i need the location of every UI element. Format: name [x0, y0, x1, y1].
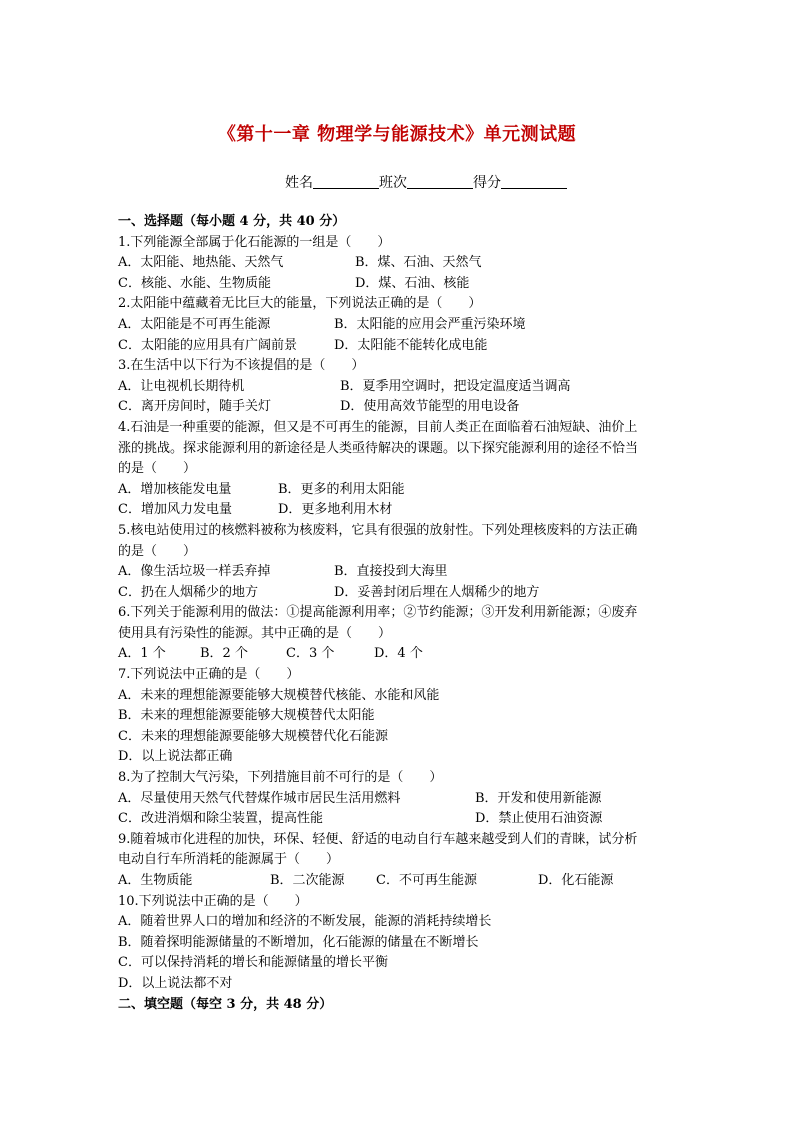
option: D．化石能源 [538, 873, 614, 888]
option: D．太阳能不能转化成电能 [334, 337, 488, 353]
option: C．核能、水能、生物质能 [118, 275, 271, 291]
question-stem: 涨的挑战。探求能源利用的新途径是人类亟待解决的课题。以下探究能源利用的途径不恰当 [118, 440, 639, 456]
option: D．以上说法都不对 [118, 975, 233, 991]
option: A．尽量使用天然气代替煤作城市居民生活用燃料 [118, 790, 401, 806]
option: B．夏季用空调时，把设定温度适当调高 [340, 378, 571, 394]
option: C．可以保持消耗的增长和能源储量的增长平衡 [118, 955, 388, 971]
option: C．改进消烟和除尘装置，提高性能 [118, 811, 323, 827]
option: D．使用高效节能型的用电设备 [340, 399, 520, 415]
section-heading: 一、选择题（每小题 4 分，共 40 分） [118, 214, 346, 229]
question-stem: 的是（ ） [118, 543, 197, 559]
option: C．离开房间时，随手关灯 [118, 399, 271, 415]
question-stem: 3.在生活中以下行为不该提倡的是（ ） [118, 358, 365, 374]
option: B．随着探明能源储量的不断增加，化石能源的储量在不断增长 [118, 934, 479, 950]
option: C．扔在人烟稀少的地方 [118, 584, 258, 600]
question-stem: 2.太阳能中蕴藏着无比巨大的能量，下列说法正确的是（ ） [118, 296, 482, 312]
option: C．太阳能的应用具有广阔前景 [118, 337, 297, 353]
question-stem: 6.下列关于能源利用的做法：①提高能源利用率；②节约能源；③开发利用新能源；④废弃 [118, 605, 638, 621]
score-label: 得分 [473, 175, 501, 191]
class-label: 班次 [379, 175, 407, 191]
question-stem: 7.下列说法中正确的是（ ） [118, 667, 300, 683]
option: D．更多地利用木材 [278, 502, 393, 518]
option: B．煤、石油、天然气 [355, 255, 482, 271]
option: B．太阳能的应用会严重污染环境 [334, 316, 526, 332]
name-blank [313, 174, 379, 189]
score-blank [501, 174, 567, 189]
option: A．1 个 [118, 646, 166, 662]
question-stem: 9.随着城市化进程的加快，环保、轻便、舒适的电动自行车越来越受到人们的青睐，试分析 [118, 831, 638, 847]
question-stem: 5.核电站使用过的核燃料被称为核废料，它具有很强的放射性。下列处理核废料的方法正确 [118, 522, 638, 538]
option: D．4 个 [374, 646, 423, 662]
option: A．让电视机长期待机 [118, 378, 245, 394]
student-info [285, 172, 567, 192]
section-heading: 二、填空题（每空 3 分，共 48 分） [118, 996, 333, 1012]
option: D．煤、石油、核能 [355, 275, 470, 291]
option: C．不可再生能源 [376, 873, 477, 888]
question-stem: 电动自行车所消耗的能源属于（ ） [118, 852, 340, 868]
option: A．增加核能发电量 [118, 481, 232, 497]
option: C．增加风力发电量 [118, 502, 232, 518]
option: B．更多的利用太阳能 [278, 481, 405, 497]
option: D．禁止使用石油资源 [475, 811, 603, 827]
option: B．二次能源 [270, 873, 345, 888]
option: A．太阳能、地热能、天然气 [118, 255, 284, 271]
option: A．未来的理想能源要能够大规模替代核能、水能和风能 [118, 687, 440, 703]
option: B．未来的理想能源要能够大规模替代太阳能 [118, 708, 375, 724]
option: A．太阳能是不可再生能源 [118, 316, 271, 332]
option: A．随着世界人口的增加和经济的不断发展，能源的消耗持续增长 [118, 914, 492, 930]
option: D．妥善封闭后埋在人烟稀少的地方 [334, 584, 540, 600]
name-label: 姓名 [285, 175, 313, 191]
option: C．3 个 [286, 646, 335, 662]
question-list [118, 212, 678, 1015]
question-stem: 使用具有污染性的能源。其中正确的是（ ） [118, 625, 392, 641]
option: B．开发和使用新能源 [475, 790, 602, 806]
option: D．以上说法都正确 [118, 749, 233, 765]
question-stem: 8.为了控制大气污染，下列措施目前不可行的是（ ） [118, 770, 443, 786]
class-blank [407, 174, 473, 189]
option: A．生物质能 [118, 873, 193, 888]
question-stem: 10.下列说法中正确的是（ ） [118, 893, 308, 909]
option: B．2 个 [200, 646, 248, 662]
question-stem: 的是（ ） [118, 461, 197, 477]
option: B．直接投到大海里 [334, 564, 448, 580]
option: C．未来的理想能源要能够大规模替代化石能源 [118, 728, 388, 744]
question-stem: 1.下列能源全部属于化石能源的一组是（ ） [118, 234, 391, 250]
option: A．像生活垃圾一样丢弃掉 [118, 564, 271, 580]
page-title: 《第十一章 物理学与能源技术》单元测试题 [217, 124, 577, 145]
question-stem: 4.石油是一种重要的能源，但又是不可再生的能源，目前人类正在面临着石油短缺、油价上 [118, 419, 638, 435]
